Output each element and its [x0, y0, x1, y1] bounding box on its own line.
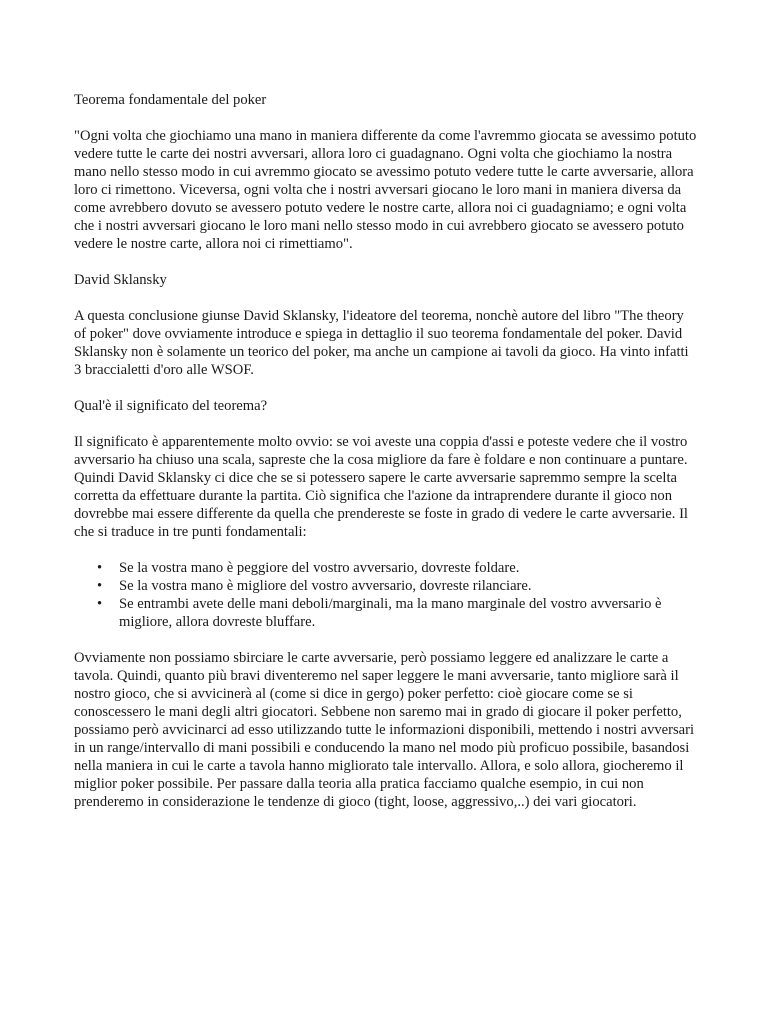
sklansky-quote: "Ogni volta che giochiamo una mano in maniera differente da come l'avremmo giocata se avessimo potuto vedere tutte le carte dei nostri avversari, allora loro ci guadagnano. Ogni volta che giochiamo la nostra mano nello stesso modo in cui avremmo giocato se avessimo potuto vedere tutte le carte avversarie, allora loro ci rimettono. Viceversa, ogni volta che i nostri avversari giocano le loro mani in maniera diversa da come avrebbero dovuto se avessero potuto vedere le nostre carte, allora noi ci guadagniamo; e ogni volta che i nostri avversari giocano le loro mani nello stesso modo in cui avrebbero giocato se avessero potuto vedere le nostre carte, allora noi ci rimettiamo". — [74, 128, 697, 252]
document-page — [74, 91, 698, 829]
document-title: Teorema fondamentale del poker — [74, 92, 267, 108]
bullet-icon: • — [97, 560, 103, 576]
meaning-heading: Qual'è il significato del teorema? — [74, 398, 268, 414]
list-item-text: Se entrambi avete delle mani deboli/marginali, ma la mano marginale del vostro avversario è migliore, allora dovreste bluffare. — [119, 596, 662, 630]
list-item — [97, 559, 698, 577]
list-item — [97, 595, 698, 631]
bullet-icon: • — [97, 596, 103, 612]
list-item — [97, 577, 698, 595]
author-heading: David Sklansky — [74, 272, 167, 288]
bullet-icon: • — [97, 578, 103, 594]
closing-paragraph: Ovviamente non possiamo sbirciare le carte avversarie, però possiamo leggere ed analizzare le carte a tavola. Quindi, quanto più bravi diventeremo nel saper leggere le mani avversarie, tanto migliore sarà il nostro gioco, che si avvicinerà al (come si dice in gergo) poker perfetto: cioè giocare come se si conoscessero le mani degli altri giocatori. Sebbene non saremo mai in grado di giocare il poker perfetto, possiamo però avvicinarci ad esso utilizzando tutte le informazioni disponibili, mettendo i nostri avversari in un range/intervallo di mani possibili e conducendo la mano nel modo più proficuo possibile, basandosi nella maniera in cui le carte a tavola hanno migliorato tale intervallo. Allora, e solo allora, giocheremo il miglior poker possibile. Per passare dalla teoria alla pratica facciamo qualche esempio, in cui non prenderemo in considerazione le tendenze di gioco (tight, loose, aggressivo,..) dei vari giocatori. — [74, 650, 695, 810]
list-item-text: Se la vostra mano è migliore del vostro avversario, dovreste rilanciare. — [119, 578, 532, 594]
author-paragraph: A questa conclusione giunse David Sklansky, l'ideatore del teorema, nonchè autore del libro "The theory of poker" dove ovviamente introduce e spiega in dettaglio il suo teorema fondamentale del poker. David Sklansky non è solamente un teorico del poker, ma anche un campione ai tavoli da gioco. Ha vinto infatti 3 braccialetti d'oro alle WSOF. — [74, 308, 689, 378]
key-points-list — [74, 559, 698, 631]
list-item-text: Se la vostra mano è peggiore del vostro avversario, dovreste foldare. — [119, 560, 520, 576]
meaning-paragraph: Il significato è apparentemente molto ovvio: se voi aveste una coppia d'assi e poteste vedere che il vostro avversario ha chiuso una scala, sapreste che la cosa migliore da fare è foldare e non continuare a puntare. Quindi David Sklansky ci dice che se si potessero sapere le carte avversarie sapremmo sempre la scelta corretta da effettuare durante la partita. Ciò significa che l'azione da intraprendere durante il gioco non dovrebbe mai essere differente da quella che prendereste se foste in grado di vedere le carte avversarie. Il che si traduce in tre punti fondamentali: — [74, 434, 688, 540]
